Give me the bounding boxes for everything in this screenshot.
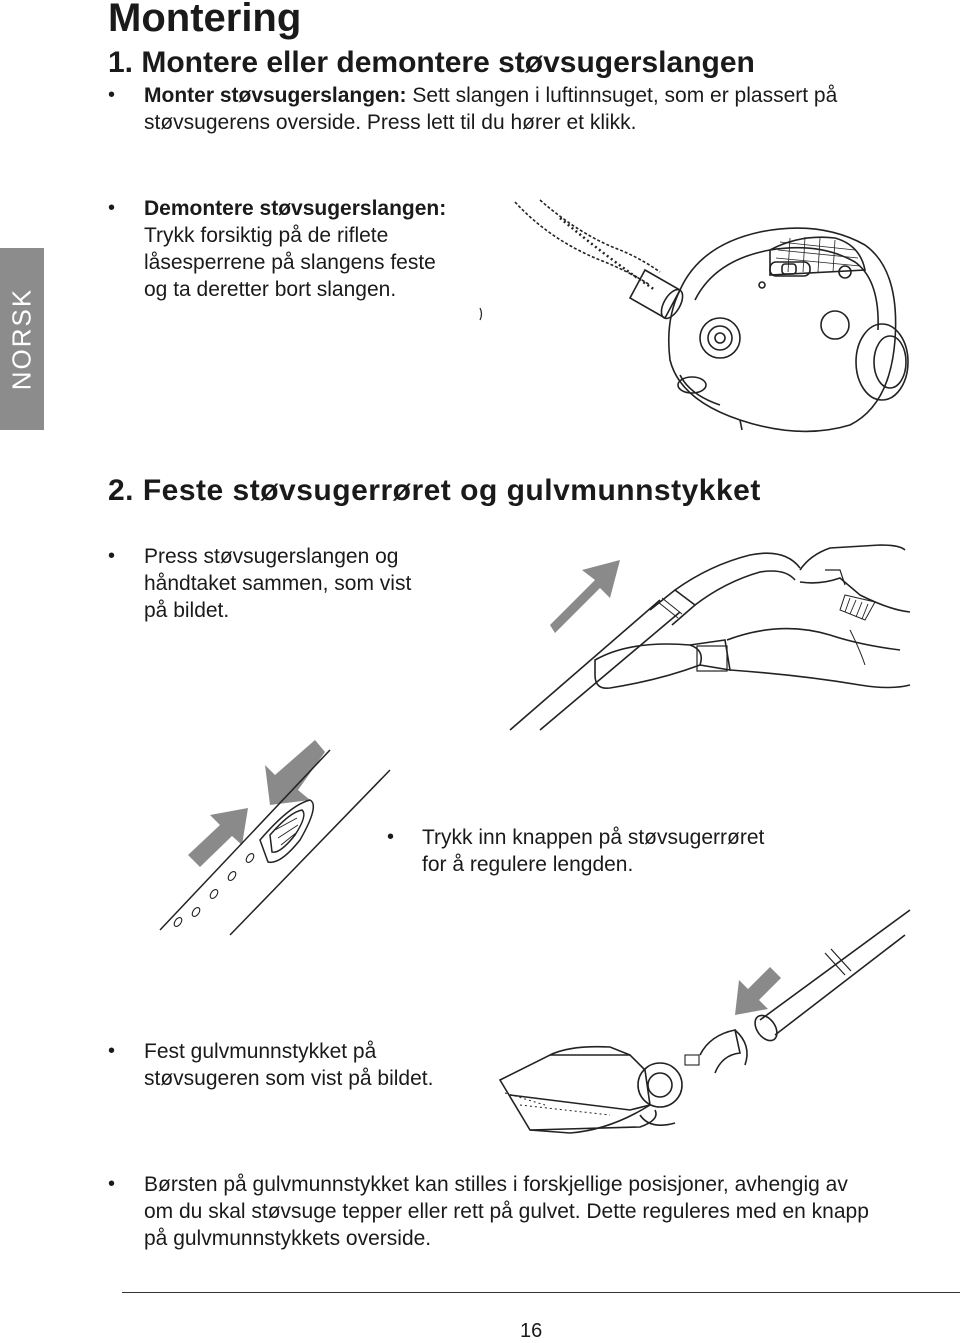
telescopic-tube-illustration (150, 730, 410, 940)
press-handle-text-3: på bildet. (144, 599, 230, 622)
attach-nozzle-text-2: støvsugeren som vist på bildet. (144, 1067, 434, 1090)
brush-position-text-2: om du skal støvsuge tepper eller rett på gulvet. Dette reguleres med en knapp (144, 1200, 869, 1223)
bullet-marker: • (108, 545, 116, 567)
mount-hose-instruction (144, 82, 837, 136)
mount-hose-text-2: støvsugerens overside. Press lett til du hører et klikk. (144, 111, 637, 134)
brush-position-instruction (144, 1171, 869, 1252)
section-2-heading: 2. Feste støvsugerrøret og gulvmunnstykket (108, 474, 761, 507)
bullet-marker: • (108, 84, 116, 106)
language-side-tab (0, 248, 44, 430)
remove-hose-label: Demontere støvsugerslangen: (144, 197, 447, 220)
bullet-marker: • (108, 197, 116, 219)
direction-arrow-icon (550, 560, 620, 633)
footer-divider (122, 1292, 960, 1293)
bullet-marker: • (108, 1173, 116, 1195)
adjust-length-instruction (422, 824, 764, 878)
attach-nozzle-instruction (144, 1038, 433, 1092)
bullet-marker: • (387, 826, 395, 848)
direction-arrow-icon (188, 808, 248, 867)
mount-hose-line-1 (144, 82, 837, 109)
remove-hose-instruction (144, 195, 446, 303)
press-handle-instruction (144, 543, 411, 624)
adjust-length-text-1: Trykk inn knappen på støvsugerrøret (422, 826, 765, 849)
attach-nozzle-text-1: Fest gulvmunnstykket på (144, 1040, 377, 1063)
bullet-marker: • (108, 1040, 116, 1062)
direction-arrow-icon (265, 740, 325, 805)
floor-nozzle-illustration (490, 905, 920, 1145)
brush-position-text-3: på gulvmunnstykkets overside. (144, 1227, 432, 1250)
press-handle-text-2: håndtaket sammen, som vist (144, 572, 412, 595)
mount-hose-text-1: Sett slangen i luftinnsuget, som er plassert på (406, 84, 838, 107)
handle-assembly-illustration (500, 540, 920, 740)
remove-hose-text-1: Trykk forsiktig på de riflete (144, 224, 389, 247)
press-handle-text-1: Press støvsugerslangen og (144, 545, 399, 568)
page-number: 16 (520, 1320, 543, 1342)
language-label: NORSK (6, 287, 37, 391)
section-1-heading: 1. Montere eller demontere støvsugerslangen (108, 46, 755, 79)
vacuum-cleaner-illustration (470, 190, 920, 440)
remove-hose-text-2: låsesperrene på slangens feste (144, 251, 436, 274)
remove-hose-text-3: og ta deretter bort slangen. (144, 278, 397, 301)
direction-arrow-icon (735, 967, 781, 1015)
adjust-length-text-2: for å regulere lengden. (422, 853, 634, 876)
brush-position-text-1: Børsten på gulvmunnstykket kan stilles i forskjellige posisjoner, avhengig av (144, 1173, 848, 1196)
page-title: Montering (108, 0, 302, 40)
mount-hose-label: Monter støvsugerslangen: (144, 84, 407, 107)
